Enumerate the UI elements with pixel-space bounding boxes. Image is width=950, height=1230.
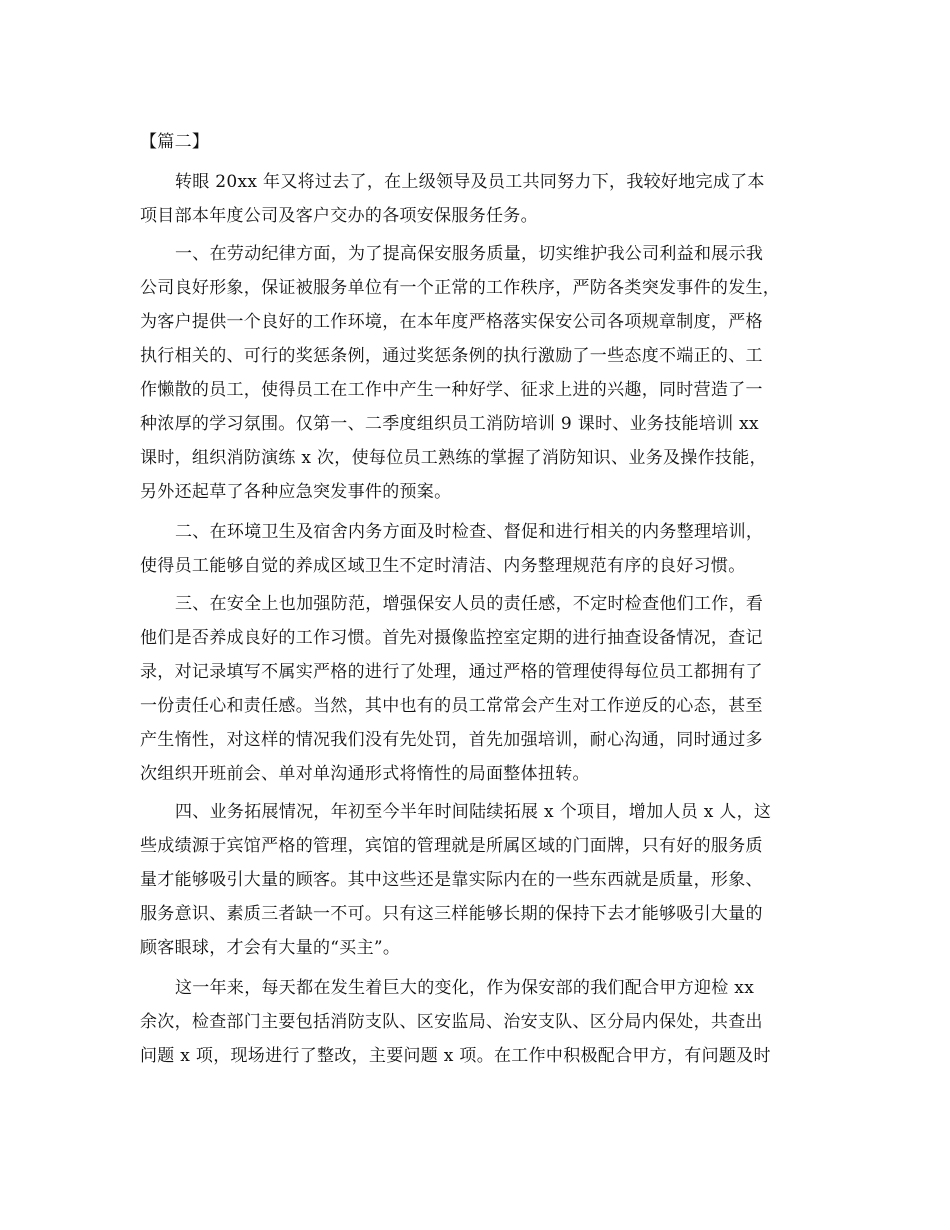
text-line: 种浓厚的学习氛围。仅第一、二季度组织员工消防培训 9 课时、业务技能培训 xx (140, 414, 759, 434)
text-line: 二、在环境卫生及宿舍内务方面及时检查、督促和进行相关的内务整理培训， (175, 522, 764, 542)
text-line: 录，对记录填写不属实严格的进行了处理，通过严格的管理使得每位员工都拥有了 (140, 662, 763, 682)
text-line: 产生惰性，对这样的情况我们没有先处罚，首先加强培训，耐心沟通，同时通过多 (140, 730, 763, 750)
text-line: 另外还起草了各种应急突发事件的预案。 (140, 482, 452, 502)
text-line: 四、业务拓展情况，年初至今半年时间陆续拓展 x 个项目，增加人员 x 人，这 (175, 802, 772, 822)
text-line: 作懒散的员工，使得员工在工作中产生一种好学、征求上进的兴趣，同时营造了一 (140, 380, 763, 400)
text-line: 一份责任心和责任感。当然，其中也有的员工常常会产生对工作逆反的心态，甚至 (140, 696, 763, 716)
text-line: 转眼 20xx 年又将过去了，在上级领导及员工共同努力下，我较好地完成了本 (175, 172, 765, 192)
text-line: 一、在劳动纪律方面，为了提高保安服务质量，切实维护我公司利益和展示我 (175, 244, 764, 264)
text-line: 执行相关的、可行的奖惩条例，通过奖惩条例的执行激励了一些态度不端正的、工 (140, 346, 763, 366)
text-line: 项目部本年度公司及客户交办的各项安保服务任务。 (140, 206, 538, 226)
text-line: 问题 x 项，现场进行了整改，主要问题 x 项。在工作中积极配合甲方，有问题及时 (140, 1046, 771, 1066)
text-line: 次组织开班前会、单对单沟通形式将惰性的局面整体扭转。 (140, 764, 590, 784)
text-line: 为客户提供一个良好的工作环境，在本年度严格落实保安公司各项规章制度，严格 (140, 312, 763, 332)
text-line: 公司良好形象，保证被服务单位有一个正常的工作秩序，严防各类突发事件的发生， (140, 278, 781, 298)
section-heading: 【篇二】 (140, 132, 210, 152)
text-line: 他们是否养成良好的工作习惯。首先对摄像监控室定期的进行抽查设备情况，查记 (140, 628, 763, 648)
text-line: 些成绩源于宾馆严格的管理，宾馆的管理就是所属区域的门面牌，只有好的服务质 (140, 836, 763, 856)
text-line: 服务意识、素质三者缺一不可。只有这三样能够长期的保持下去才能够吸引大量的 (140, 904, 763, 924)
text-line: 使得员工能够自觉的养成区域卫生不定时清洁、内务整理规范有序的良好习惯。 (140, 556, 746, 576)
text-line: 顾客眼球，才会有大量的“买主”。 (140, 938, 401, 958)
text-line: 量才能够吸引大量的顾客。其中这些还是靠实际内在的一些东西就是质量，形象、 (140, 870, 763, 890)
text-line: 余次，检查部门主要包括消防支队、区安监局、治安支队、区分局内保处，共查出 (140, 1012, 763, 1032)
text-line: 课时，组织消防演练 x 次，使每位员工熟练的掌握了消防知识、业务及操作技能， (140, 448, 767, 468)
text-line: 三、在安全上也加强防范，增强保安人员的责任感，不定时检查他们工作，看 (175, 594, 764, 614)
text-line: 这一年来，每天都在发生着巨大的变化，作为保安部的我们配合甲方迎检 xx (175, 978, 755, 998)
